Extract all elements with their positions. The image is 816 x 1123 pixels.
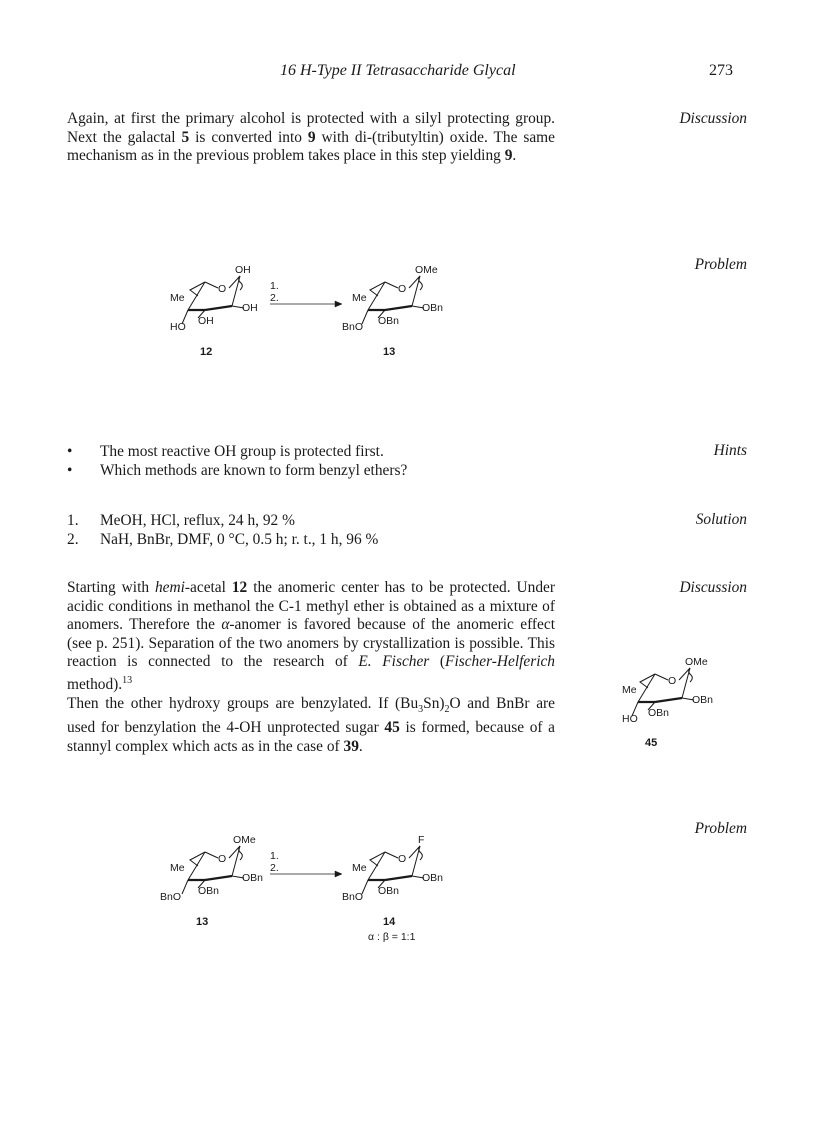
- c3-substituent: OBn: [378, 315, 400, 327]
- anomeric-substituent: OH: [235, 264, 251, 276]
- margin-label-problem: Problem: [694, 820, 747, 837]
- structure-14: [342, 834, 443, 943]
- c4-substituent: HO: [622, 713, 638, 725]
- step-1-label: 1.: [270, 850, 279, 862]
- c3-substituent: OBn: [648, 707, 670, 719]
- c4-substituent: BnO: [342, 891, 364, 903]
- compound-number-13: 13: [196, 916, 209, 928]
- structure-45: [600, 650, 750, 760]
- list-item: 2. NaH, BnBr, DMF, 0 °C, 0.5 h; r. t., 1 h, 96 %: [67, 531, 379, 548]
- step-2-label: 2.: [270, 862, 279, 874]
- list-item: 1. MeOH, HCl, reflux, 24 h, 92 %: [67, 512, 295, 529]
- methyl-label: Me: [170, 862, 185, 874]
- c3-substituent: OBn: [378, 885, 400, 897]
- margin-label-solution: Solution: [695, 511, 747, 528]
- anomeric-substituent: OMe: [415, 264, 438, 276]
- ring-oxygen-label: O: [668, 675, 677, 687]
- methyl-label: Me: [170, 292, 185, 304]
- anomeric-substituent: OMe: [685, 656, 708, 668]
- structure-13: [342, 264, 443, 358]
- ring-oxygen-label: O: [218, 283, 227, 295]
- compound-number-13: 13: [383, 346, 396, 358]
- compound-number-14: 14: [383, 916, 396, 928]
- list-item: • The most reactive OH group is protected first.: [67, 443, 384, 460]
- c3-substituent: OBn: [198, 885, 220, 897]
- running-header-title: 16 H-Type II Tetrasaccharide Glycal: [280, 62, 516, 79]
- step-2-label: 2.: [270, 292, 279, 304]
- c4-substituent: BnO: [342, 321, 364, 333]
- ring-oxygen-label: O: [398, 853, 407, 865]
- margin-label-problem: Problem: [694, 256, 747, 273]
- c2-substituent: OH: [242, 302, 258, 314]
- anomeric-substituent: F: [418, 834, 425, 846]
- structure-12: [170, 264, 258, 358]
- structure-13: [160, 834, 263, 928]
- c2-substituent: OBn: [422, 872, 444, 884]
- compound-number-45: 45: [645, 737, 658, 749]
- hints-list: [67, 442, 407, 480]
- margin-label-discussion: Discussion: [679, 579, 747, 596]
- ring-oxygen-label: O: [218, 853, 227, 865]
- anomer-ratio: α : β = 1:1: [368, 931, 416, 943]
- c3-substituent: OH: [198, 315, 214, 327]
- solution-list: [67, 511, 378, 549]
- margin-label-hints: Hints: [713, 442, 747, 459]
- intro-paragraph: Again, at first the primary alcohol is protected with a silyl protecting group. Next the galactal 5 is converted into 9 with di-(tributyltin) oxide. The same mechanism as in the previous problem takes place in this step yielding 9.: [67, 110, 555, 165]
- c2-substituent: OBn: [242, 872, 264, 884]
- c2-substituent: OBn: [692, 694, 714, 706]
- anomeric-substituent: OMe: [233, 834, 256, 846]
- reaction-scheme-2: [150, 828, 470, 948]
- c4-substituent: BnO: [160, 891, 182, 903]
- c4-substituent: HO: [170, 321, 186, 333]
- step-1-label: 1.: [270, 280, 279, 292]
- c2-substituent: OBn: [422, 302, 444, 314]
- reaction-scheme-1: [150, 258, 470, 368]
- methyl-label: Me: [352, 862, 367, 874]
- page-number: 273: [709, 62, 733, 79]
- margin-label-discussion: Discussion: [679, 110, 747, 127]
- compound-number-12: 12: [200, 346, 213, 358]
- ring-oxygen-label: O: [398, 283, 407, 295]
- list-item: • Which methods are known to form benzyl ethers?: [67, 462, 408, 479]
- discussion-paragraph: Starting with hemi-acetal 12 the anomeric center has to be protected. Under acidic conditions in methanol the C-1 methyl ether is obtained as a mixture of anomers. Therefore the α-anomer is favored because of the anomeric effect (see p. 251). Separation of the two anomers by crystallization is possible. This reaction is connected to the research of E. Fischer (Fischer-Helferich method).$^{13}$ Then the other hydroxy groups are benzylated. If $(Bu_3Sn)_2O$ and BnBr are used for benzylation the 4-OH unprotected sugar 45 is formed, because of a stannyl complex which acts as in the case of 39.: [67, 579, 555, 755]
- methyl-label: Me: [622, 684, 637, 696]
- methyl-label: Me: [352, 292, 367, 304]
